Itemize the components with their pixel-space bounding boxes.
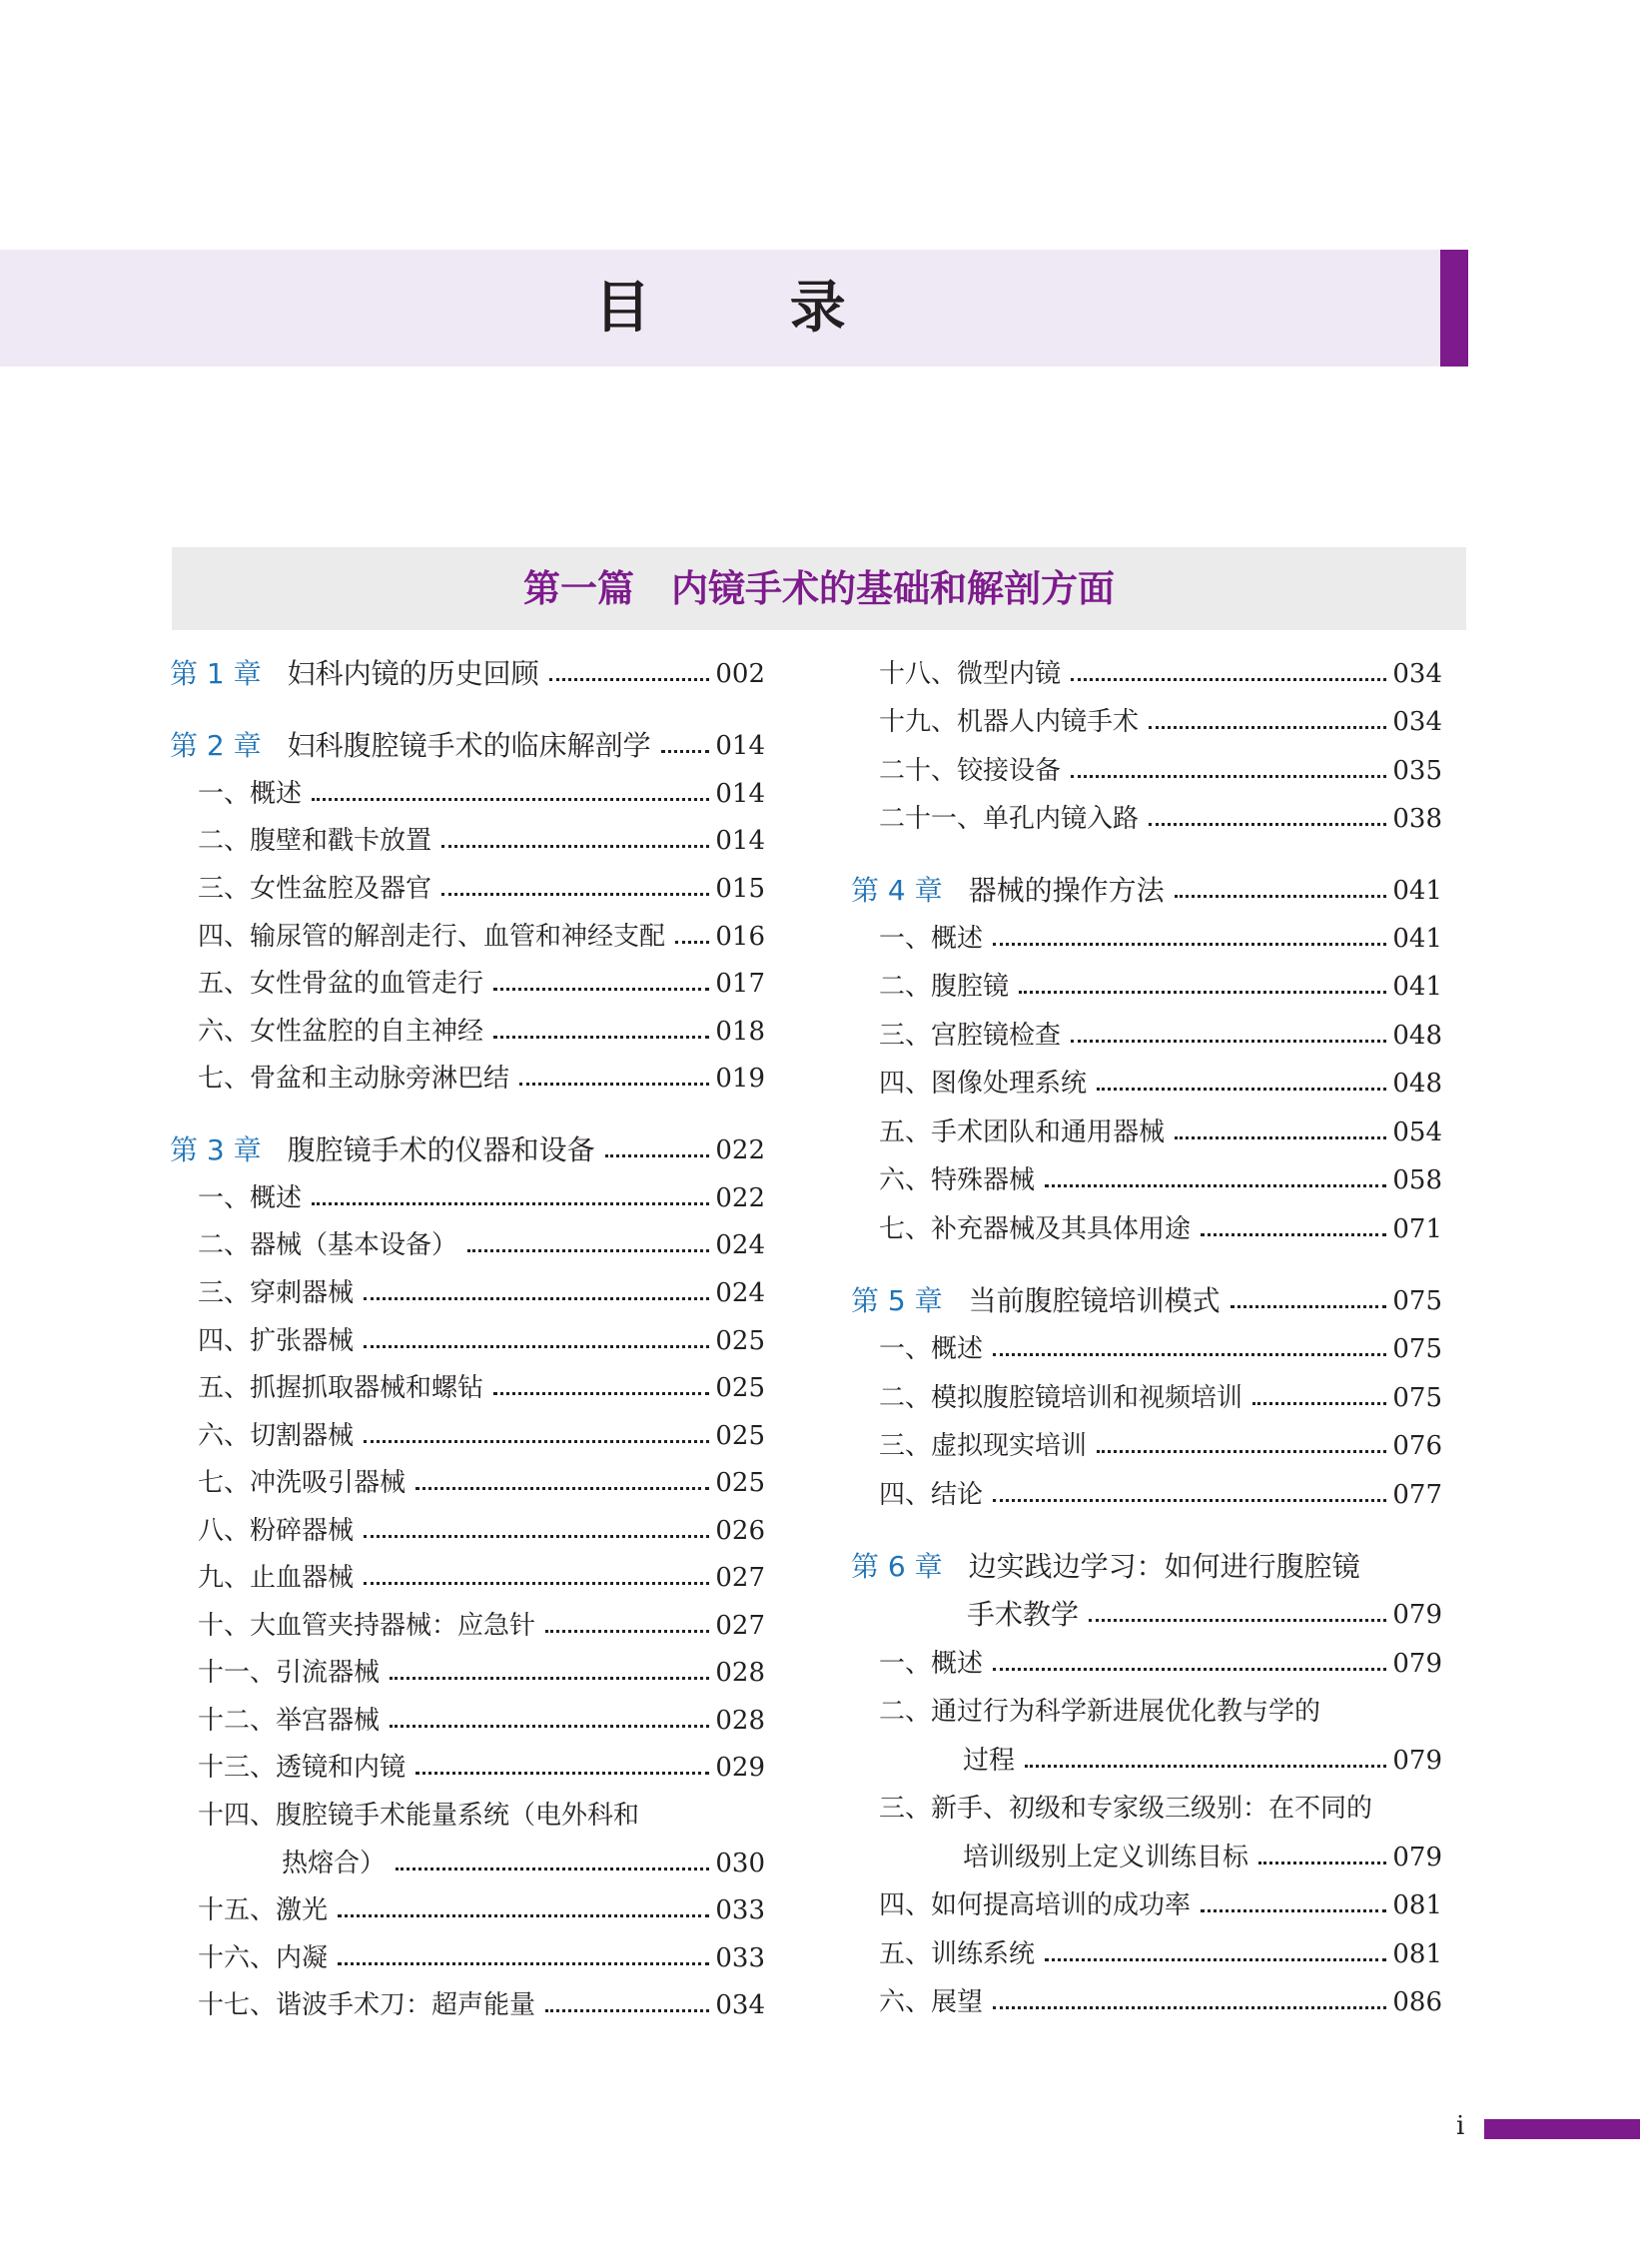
section-title: 十八、微型内镜 bbox=[879, 659, 1062, 689]
toc-section-entry[interactable] bbox=[851, 647, 1442, 691]
page-ref: 024 bbox=[715, 1278, 765, 1308]
section-title: 七、骨盆和主动脉旁淋巴结 bbox=[198, 1064, 510, 1094]
dot-leader bbox=[312, 1202, 709, 1205]
section-title: 六、特殊器械 bbox=[879, 1165, 1036, 1195]
toc-section-entry[interactable] bbox=[170, 1931, 765, 1975]
dot-leader bbox=[1045, 1958, 1386, 1961]
toc-section-entry[interactable] bbox=[170, 1741, 765, 1785]
section-title: 过程 bbox=[963, 1746, 1016, 1776]
page-ref: 028 bbox=[715, 1658, 765, 1688]
section-title: 二、器械（基本设备） bbox=[198, 1230, 458, 1260]
section-title: 四、如何提高培训的成功率 bbox=[879, 1890, 1192, 1920]
chapter-label: 第 5 章 bbox=[851, 1284, 943, 1317]
toc-section-entry[interactable] bbox=[170, 1005, 765, 1049]
toc-section-entry[interactable] bbox=[170, 910, 765, 954]
toc-section-entry[interactable] bbox=[170, 1978, 765, 2022]
dot-leader bbox=[415, 1487, 709, 1490]
toc-section-entry[interactable] bbox=[851, 960, 1442, 1004]
page-ref: 034 bbox=[1392, 707, 1442, 737]
toc-section-entry[interactable] bbox=[851, 1734, 1442, 1778]
section-title: 八、粉碎器械 bbox=[198, 1516, 355, 1546]
page-ref: 035 bbox=[1392, 756, 1442, 786]
dot-leader bbox=[661, 750, 710, 753]
page-ref: 025 bbox=[715, 1373, 765, 1403]
section-title: 五、训练系统 bbox=[879, 1939, 1036, 1969]
section-title: 九、止血器械 bbox=[198, 1563, 355, 1593]
toc-section-entry[interactable] bbox=[170, 957, 765, 1001]
toc-section-entry[interactable] bbox=[170, 1504, 765, 1548]
page-ref: 028 bbox=[715, 1706, 765, 1736]
dot-leader bbox=[549, 678, 710, 681]
page-ref: 025 bbox=[715, 1468, 765, 1498]
dot-leader bbox=[1045, 1184, 1386, 1187]
dot-leader bbox=[675, 941, 709, 944]
toc-section-entry[interactable] bbox=[170, 1646, 765, 1690]
dot-leader bbox=[1071, 678, 1386, 681]
toc-section-entry[interactable] bbox=[851, 1419, 1442, 1463]
page-ref: 075 bbox=[1392, 1383, 1442, 1413]
section-title: 五、抓握抓取器械和螺钻 bbox=[198, 1373, 484, 1403]
page-ref: 025 bbox=[715, 1421, 765, 1451]
dot-leader bbox=[545, 2009, 709, 2012]
dot-leader bbox=[1071, 1040, 1386, 1043]
page-ref: 027 bbox=[715, 1563, 765, 1593]
section-title: 二、通过行为科学新进展优化教与学的 bbox=[879, 1697, 1321, 1727]
dot-leader bbox=[493, 1036, 709, 1039]
toc-section-entry[interactable] bbox=[170, 1361, 765, 1405]
chapter-title: 妇科内镜的历史回顾 bbox=[287, 657, 539, 690]
section-title: 一、概述 bbox=[879, 1649, 984, 1679]
toc-section-entry[interactable] bbox=[851, 1975, 1442, 2019]
dot-leader bbox=[519, 1083, 709, 1086]
toc-section-entry[interactable] bbox=[851, 1468, 1442, 1512]
dot-leader bbox=[441, 893, 709, 896]
page-ref: 014 bbox=[715, 826, 765, 856]
dot-leader bbox=[415, 1772, 709, 1775]
section-title: 十六、内凝 bbox=[198, 1943, 329, 1973]
page-ref: 079 bbox=[1392, 1649, 1442, 1679]
toc-section-entry[interactable] bbox=[851, 744, 1442, 788]
dot-leader bbox=[1089, 1619, 1386, 1622]
page-ref: 026 bbox=[715, 1516, 765, 1546]
section-title: 七、冲洗吸引器械 bbox=[198, 1468, 407, 1498]
page-ref: 071 bbox=[1392, 1214, 1442, 1244]
toc-chapter-entry[interactable] bbox=[170, 719, 765, 763]
page-ref: 029 bbox=[715, 1753, 765, 1783]
chapter-label: 第 1 章 bbox=[170, 657, 262, 690]
chapter-label: 第 2 章 bbox=[170, 729, 262, 762]
section-title: 培训级别上定义训练目标 bbox=[963, 1843, 1249, 1872]
dot-leader bbox=[364, 1582, 709, 1585]
section-title: 三、虚拟现实培训 bbox=[879, 1431, 1088, 1461]
dot-leader bbox=[1231, 1305, 1387, 1308]
section-title: 一、概述 bbox=[198, 779, 303, 809]
section-title: 三、新手、初级和专家级三级别：在不同的 bbox=[879, 1794, 1373, 1824]
section-title: 十一、引流器械 bbox=[198, 1658, 381, 1688]
page-ref: 048 bbox=[1392, 1021, 1442, 1051]
part-title: 第一篇 内镜手术的基础和解剖方面 bbox=[523, 567, 1115, 610]
toc-section-entry[interactable] bbox=[851, 1057, 1442, 1101]
section-title: 五、女性骨盆的血管走行 bbox=[198, 969, 484, 999]
section-title: 一、概述 bbox=[198, 1183, 303, 1213]
page-ref: 038 bbox=[1392, 804, 1442, 834]
dot-leader bbox=[493, 1392, 709, 1395]
page-ref: 033 bbox=[715, 1943, 765, 1973]
page-ref: 058 bbox=[1392, 1165, 1442, 1195]
section-title: 六、展望 bbox=[879, 1987, 984, 2017]
dot-leader bbox=[467, 1249, 709, 1252]
page-ref: 041 bbox=[1392, 972, 1442, 1002]
footer-accent-bar bbox=[1484, 2119, 1640, 2139]
dot-leader bbox=[1201, 1233, 1386, 1236]
page-ref: 075 bbox=[1392, 1286, 1442, 1316]
page-ref: 086 bbox=[1392, 1987, 1442, 2017]
chapter-title: 手术教学 bbox=[967, 1598, 1080, 1631]
section-title: 二、腹腔镜 bbox=[879, 972, 1010, 1002]
section-title: 四、图像处理系统 bbox=[879, 1069, 1088, 1099]
page-ref: 024 bbox=[715, 1230, 765, 1260]
toc-section-entry[interactable] bbox=[170, 1694, 765, 1738]
chapter-title: 腹腔镜手术的仪器和设备 bbox=[287, 1133, 595, 1166]
toc-section-entry[interactable] bbox=[170, 1314, 765, 1358]
dot-leader bbox=[1149, 823, 1386, 826]
dot-leader bbox=[364, 1440, 709, 1443]
section-title: 三、宫腔镜检查 bbox=[879, 1021, 1062, 1051]
section-title: 十二、举宫器械 bbox=[198, 1706, 381, 1736]
section-title: 十四、腹腔镜手术能量系统（电外科和 bbox=[198, 1801, 640, 1831]
page-ref: 081 bbox=[1392, 1939, 1442, 1969]
page-number: i bbox=[1456, 2111, 1465, 2141]
page-ref: 019 bbox=[715, 1064, 765, 1094]
dot-leader bbox=[1025, 1765, 1386, 1768]
page-ref: 079 bbox=[1392, 1843, 1442, 1872]
chapter-title: 当前腹腔镜培训模式 bbox=[968, 1284, 1221, 1317]
section-title: 四、结论 bbox=[879, 1480, 984, 1510]
section-title: 四、输尿管的解剖走行、血管和神经支配 bbox=[198, 922, 666, 952]
dot-leader bbox=[390, 1725, 709, 1728]
page-ref: 041 bbox=[1392, 924, 1442, 954]
section-title: 七、补充器械及其具体用途 bbox=[879, 1214, 1192, 1244]
section-title: 三、穿刺器械 bbox=[198, 1278, 355, 1308]
page-ref: 022 bbox=[715, 1183, 765, 1213]
section-title: 十七、谐波手术刀：超声能量 bbox=[198, 1990, 536, 2020]
toc-section-entry[interactable] bbox=[851, 1685, 1442, 1729]
toc-section-entry[interactable] bbox=[170, 1052, 765, 1096]
section-title: 五、手术团队和通用器械 bbox=[879, 1118, 1166, 1147]
dot-leader bbox=[993, 1499, 1386, 1502]
dot-leader bbox=[1175, 1136, 1386, 1139]
dot-leader bbox=[1149, 726, 1386, 729]
dot-leader bbox=[364, 1345, 709, 1348]
section-title: 一、概述 bbox=[879, 924, 984, 954]
dot-leader bbox=[545, 1630, 709, 1633]
page-ref: 054 bbox=[1392, 1118, 1442, 1147]
toc-section-entry[interactable] bbox=[851, 1153, 1442, 1197]
section-title: 六、切割器械 bbox=[198, 1421, 355, 1451]
toc-section-entry[interactable] bbox=[851, 1322, 1442, 1366]
toc-section-entry[interactable] bbox=[851, 1637, 1442, 1681]
chapter-label: 第 4 章 bbox=[851, 874, 943, 907]
toc-chapter-entry[interactable] bbox=[851, 864, 1442, 908]
dot-leader bbox=[1097, 1088, 1386, 1091]
section-title: 十九、机器人内镜手术 bbox=[879, 707, 1140, 737]
dot-leader bbox=[338, 1962, 709, 1965]
page-ref: 041 bbox=[1392, 876, 1442, 906]
dot-leader bbox=[312, 798, 709, 801]
dot-leader bbox=[993, 943, 1386, 946]
toc-section-entry[interactable] bbox=[170, 1171, 765, 1215]
page-ref: 002 bbox=[715, 659, 765, 689]
section-title: 二十、铰接设备 bbox=[879, 756, 1062, 786]
page-ref: 014 bbox=[715, 731, 765, 761]
page-ref: 081 bbox=[1392, 1890, 1442, 1920]
page-ref: 018 bbox=[715, 1017, 765, 1047]
page-ref: 079 bbox=[1392, 1746, 1442, 1776]
toc-section-entry[interactable] bbox=[170, 1266, 765, 1310]
chapter-label: 第 3 章 bbox=[170, 1133, 262, 1166]
toc-section-entry[interactable] bbox=[851, 1106, 1442, 1149]
section-title: 二十一、单孔内镜入路 bbox=[879, 804, 1140, 834]
toc-chapter-entry[interactable] bbox=[170, 1123, 765, 1167]
toc-section-entry[interactable] bbox=[851, 695, 1442, 739]
page-title: 目 录 bbox=[594, 275, 906, 341]
dot-leader bbox=[993, 1353, 1386, 1356]
page-ref: 025 bbox=[715, 1326, 765, 1356]
dot-leader bbox=[1252, 1402, 1386, 1405]
dot-leader bbox=[1175, 895, 1387, 898]
toc-section-entry[interactable] bbox=[851, 1009, 1442, 1053]
toc-section-entry[interactable] bbox=[170, 862, 765, 906]
toc-section-entry[interactable] bbox=[170, 1456, 765, 1500]
page-ref: 048 bbox=[1392, 1069, 1442, 1099]
toc-section-entry[interactable] bbox=[170, 1789, 765, 1833]
title-accent-bar bbox=[1440, 250, 1468, 367]
toc-section-entry[interactable] bbox=[851, 1588, 1442, 1632]
page-ref: 022 bbox=[715, 1135, 765, 1165]
toc-section-entry[interactable] bbox=[851, 912, 1442, 956]
page-ref: 075 bbox=[1392, 1334, 1442, 1364]
dot-leader bbox=[364, 1535, 709, 1538]
page-ref: 017 bbox=[715, 969, 765, 999]
page-ref: 015 bbox=[715, 874, 765, 904]
section-title: 二、模拟腹腔镜培训和视频培训 bbox=[879, 1383, 1243, 1413]
dot-leader bbox=[605, 1154, 710, 1157]
toc-section-entry[interactable] bbox=[851, 1831, 1442, 1874]
page-ref: 034 bbox=[715, 1990, 765, 2020]
page-ref: 034 bbox=[1392, 659, 1442, 689]
dot-leader bbox=[390, 1677, 709, 1680]
chapter-title: 器械的操作方法 bbox=[968, 874, 1165, 907]
dot-leader bbox=[1258, 1862, 1386, 1865]
dot-leader bbox=[441, 845, 709, 848]
toc-chapter-entry[interactable] bbox=[170, 647, 765, 691]
page-ref: 016 bbox=[715, 922, 765, 952]
page-ref: 033 bbox=[715, 1895, 765, 1925]
toc-section-entry[interactable] bbox=[170, 1409, 765, 1453]
section-title: 十、大血管夹持器械：应急针 bbox=[198, 1611, 536, 1641]
dot-leader bbox=[993, 1668, 1386, 1671]
toc-section-entry[interactable] bbox=[851, 1371, 1442, 1415]
dot-leader bbox=[364, 1297, 709, 1300]
chapter-title: 妇科腹腔镜手术的临床解剖学 bbox=[287, 729, 651, 762]
toc-section-entry[interactable] bbox=[170, 814, 765, 858]
toc-section-entry[interactable] bbox=[170, 1218, 765, 1262]
page-ref: 076 bbox=[1392, 1431, 1442, 1461]
toc-section-entry[interactable] bbox=[851, 1782, 1442, 1826]
dot-leader bbox=[493, 988, 709, 991]
toc-section-entry[interactable] bbox=[851, 1878, 1442, 1922]
section-title: 二、腹壁和戳卡放置 bbox=[198, 826, 432, 856]
toc-section-entry[interactable] bbox=[170, 1837, 765, 1880]
section-title: 十三、透镜和内镜 bbox=[198, 1753, 407, 1783]
dot-leader bbox=[338, 1914, 709, 1917]
toc-section-entry[interactable] bbox=[170, 1551, 765, 1595]
section-title: 六、女性盆腔的自主神经 bbox=[198, 1017, 484, 1047]
chapter-title: 边实践边学习：如何进行腹腔镜 bbox=[968, 1550, 1360, 1583]
section-title: 十五、激光 bbox=[198, 1895, 329, 1925]
section-title: 热熔合） bbox=[282, 1849, 387, 1878]
toc-section-entry[interactable] bbox=[170, 1883, 765, 1927]
page-ref: 027 bbox=[715, 1611, 765, 1641]
section-title: 一、概述 bbox=[879, 1334, 984, 1364]
dot-leader bbox=[993, 2006, 1386, 2009]
section-title: 三、女性盆腔及器官 bbox=[198, 874, 432, 904]
dot-leader bbox=[1097, 1450, 1386, 1453]
toc-chapter-entry[interactable] bbox=[851, 1540, 1442, 1584]
dot-leader bbox=[1071, 775, 1386, 778]
dot-leader bbox=[396, 1868, 709, 1870]
toc-section-entry[interactable] bbox=[851, 1927, 1442, 1971]
section-title: 四、扩张器械 bbox=[198, 1326, 355, 1356]
toc-chapter-entry[interactable] bbox=[851, 1274, 1442, 1318]
page-ref: 030 bbox=[715, 1849, 765, 1878]
dot-leader bbox=[1019, 991, 1386, 994]
toc-section-entry[interactable] bbox=[851, 792, 1442, 836]
toc-section-entry[interactable] bbox=[851, 1202, 1442, 1246]
chapter-label: 第 6 章 bbox=[851, 1550, 943, 1583]
dot-leader bbox=[1201, 1909, 1386, 1912]
page-ref: 079 bbox=[1392, 1600, 1442, 1630]
page-ref: 014 bbox=[715, 779, 765, 809]
toc-section-entry[interactable] bbox=[170, 1599, 765, 1643]
toc-section-entry[interactable] bbox=[170, 767, 765, 811]
page-ref: 077 bbox=[1392, 1480, 1442, 1510]
